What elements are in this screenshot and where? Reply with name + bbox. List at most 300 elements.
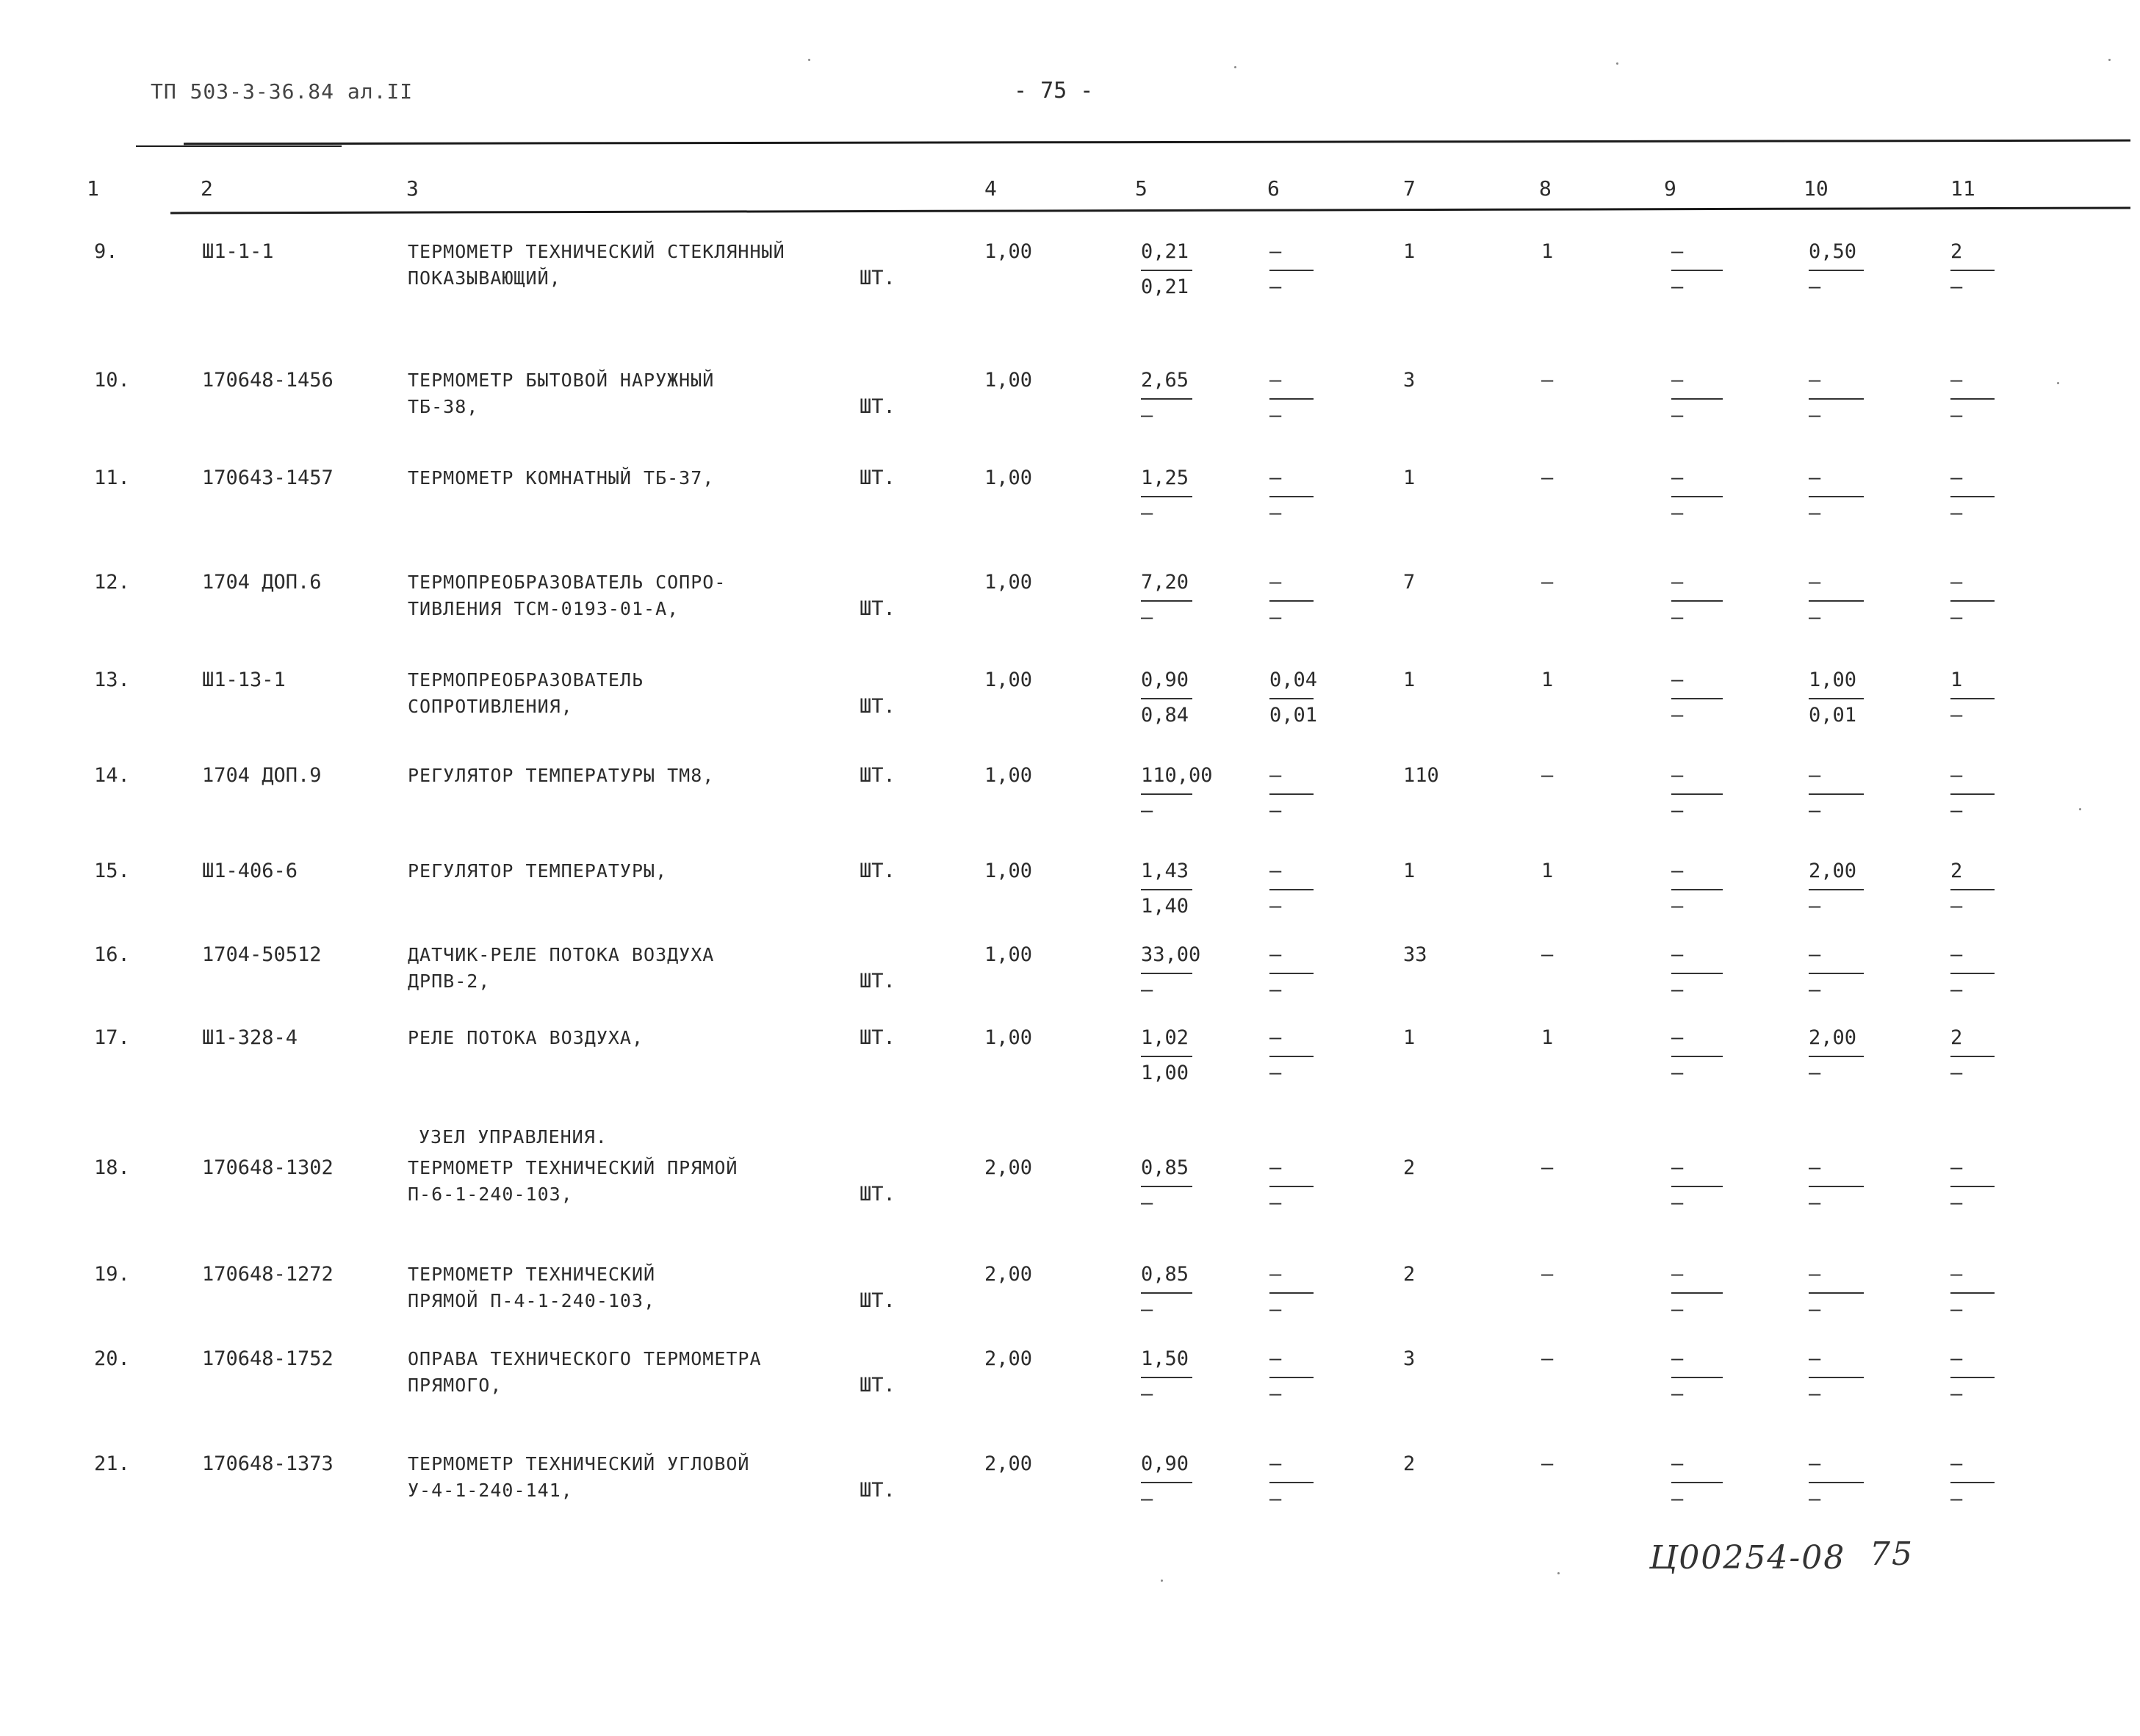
c5-denominator: – — [1141, 799, 1153, 822]
c11-denominator: – — [1950, 1062, 1963, 1084]
item-code: 170648-1373 — [202, 1452, 334, 1475]
item-name-line: ТИВЛЕНИЯ ТСМ-0193-01-А, — [408, 598, 680, 619]
item-code: 170648-1752 — [202, 1347, 334, 1370]
quantity-value: 2,00 — [984, 1452, 1033, 1475]
c9-denominator: – — [1671, 275, 1684, 298]
c10-denominator: – — [1809, 895, 1821, 918]
fraction-rule — [1141, 1377, 1192, 1378]
c9-denominator: – — [1671, 1062, 1684, 1084]
fraction-rule — [1141, 1482, 1192, 1483]
fraction-rule — [1141, 270, 1192, 271]
c9-denominator: – — [1671, 704, 1684, 727]
fraction-rule — [1950, 1377, 1995, 1378]
c6-numerator: – — [1269, 1026, 1282, 1049]
item-name-line: РЕГУЛЯТОР ТЕМПЕРАТУРЫ ТМ8, — [408, 765, 715, 786]
c9-numerator: – — [1671, 764, 1684, 787]
c6-numerator: – — [1269, 369, 1282, 392]
unit-of-measure: ШТ. — [860, 1026, 896, 1049]
c6-denominator: – — [1269, 502, 1282, 525]
c11-numerator: – — [1950, 1156, 1963, 1179]
scan-speck — [2108, 59, 2111, 61]
c10-denominator: – — [1809, 799, 1821, 822]
scan-speck — [2079, 808, 2081, 810]
quantity-value: 2,00 — [984, 1347, 1033, 1370]
c9-numerator: – — [1671, 240, 1684, 263]
unit-of-measure: ШТ. — [860, 1289, 896, 1312]
column-7-value: 2 — [1403, 1156, 1416, 1179]
column-number: 9 — [1664, 176, 1676, 201]
column-number: 7 — [1403, 176, 1416, 201]
c5-denominator: – — [1141, 502, 1153, 525]
c6-numerator: – — [1269, 240, 1282, 263]
c11-denominator: – — [1950, 404, 1963, 427]
fraction-rule — [1809, 270, 1864, 271]
item-code: Ш1-13-1 — [202, 669, 286, 691]
column-number: 6 — [1267, 176, 1280, 201]
quantity-value: 2,00 — [984, 1156, 1033, 1179]
item-code: Ш1-406-6 — [202, 860, 298, 882]
c11-denominator: – — [1950, 606, 1963, 629]
column-7-value: 1 — [1403, 240, 1416, 263]
row-number: 9. — [94, 240, 118, 263]
column-8-value: – — [1541, 1452, 1554, 1475]
c9-denominator: – — [1671, 1383, 1684, 1405]
item-code: Ш1-328-4 — [202, 1026, 298, 1049]
c5-denominator: – — [1141, 1488, 1153, 1510]
fraction-rule — [1269, 1056, 1314, 1057]
row-number: 15. — [94, 860, 130, 882]
c10-denominator: – — [1809, 404, 1821, 427]
fraction-rule — [1269, 398, 1314, 400]
c6-denominator: – — [1269, 895, 1282, 918]
c10-denominator: – — [1809, 1298, 1821, 1321]
c10-numerator: 2,00 — [1809, 1026, 1857, 1049]
fraction-rule — [1141, 973, 1192, 974]
scan-speck — [1616, 62, 1618, 65]
c11-denominator: – — [1950, 895, 1963, 918]
c6-denominator: – — [1269, 275, 1282, 298]
c10-denominator: – — [1809, 979, 1821, 1001]
row-number: 16. — [94, 943, 130, 966]
item-name-line: ПОКАЗЫВАЮЩИЙ, — [408, 267, 561, 289]
column-7-value: 7 — [1403, 571, 1416, 594]
c5-denominator: – — [1141, 1298, 1153, 1321]
c11-numerator: – — [1950, 764, 1963, 787]
c11-denominator: – — [1950, 502, 1963, 525]
header-rule-short — [136, 145, 342, 147]
fraction-rule — [1671, 496, 1723, 497]
unit-of-measure: ШТ. — [860, 467, 896, 489]
c11-numerator: – — [1950, 943, 1963, 966]
unit-of-measure: ШТ. — [860, 1479, 896, 1502]
fraction-rule — [1809, 1377, 1864, 1378]
fraction-rule — [1269, 600, 1314, 602]
fraction-rule — [1141, 398, 1192, 400]
column-8-value: 1 — [1541, 669, 1554, 691]
quantity-value: 1,00 — [984, 764, 1033, 787]
fraction-rule — [1141, 1056, 1192, 1057]
c9-denominator: – — [1671, 799, 1684, 822]
c10-numerator: – — [1809, 467, 1821, 489]
unit-of-measure: ШТ. — [860, 1374, 896, 1397]
c10-numerator: 2,00 — [1809, 860, 1857, 882]
c5-denominator: 1,40 — [1141, 895, 1189, 918]
fraction-rule — [1269, 270, 1314, 271]
fraction-rule — [1671, 600, 1723, 602]
column-number: 10 — [1804, 176, 1829, 201]
item-name-line: РЕЛЕ ПОТОКА ВОЗДУХА, — [408, 1027, 644, 1048]
c5-numerator: 7,20 — [1141, 571, 1189, 594]
unit-of-measure: ШТ. — [860, 395, 896, 418]
c6-denominator: 0,01 — [1269, 704, 1318, 727]
c5-denominator: – — [1141, 404, 1153, 427]
fraction-rule — [1269, 1482, 1314, 1483]
c10-numerator: – — [1809, 1263, 1821, 1286]
item-name-line: ТБ-38, — [408, 396, 479, 417]
c5-numerator: 0,21 — [1141, 240, 1189, 263]
row-number: 17. — [94, 1026, 130, 1049]
fraction-rule — [1950, 496, 1995, 497]
c10-denominator: 0,01 — [1809, 704, 1857, 727]
c10-denominator: – — [1809, 1062, 1821, 1084]
c9-numerator: – — [1671, 1026, 1684, 1049]
item-name-line: ТЕРМОМЕТР ТЕХНИЧЕСКИЙ — [408, 1264, 656, 1285]
unit-of-measure: ШТ. — [860, 860, 896, 882]
unit-of-measure: ШТ. — [860, 695, 896, 718]
column-8-value: – — [1541, 1156, 1554, 1179]
fraction-rule — [1141, 793, 1192, 795]
column-8-value: – — [1541, 571, 1554, 594]
fraction-rule — [1809, 698, 1864, 699]
quantity-value: 1,00 — [984, 571, 1033, 594]
column-7-value: 3 — [1403, 1347, 1416, 1370]
c6-denominator: – — [1269, 606, 1282, 629]
item-name-line: ДАТЧИК-РЕЛЕ ПОТОКА ВОЗДУХА — [408, 944, 715, 965]
c9-numerator: – — [1671, 369, 1684, 392]
fraction-rule — [1671, 1186, 1723, 1187]
quantity-value: 1,00 — [984, 943, 1033, 966]
fraction-rule — [1671, 1482, 1723, 1483]
fraction-rule — [1950, 793, 1995, 795]
c11-numerator: – — [1950, 467, 1963, 489]
c10-denominator: – — [1809, 606, 1821, 629]
item-name-line: ТЕРМОПРЕОБРАЗОВАТЕЛЬ СОПРО- — [408, 572, 727, 593]
fraction-rule — [1671, 270, 1723, 271]
document-code: ТП 503-3-36.84 ал.II — [151, 79, 414, 104]
item-name-line: ТЕРМОМЕТР КОМНАТНЫЙ ТБ-37, — [408, 467, 715, 489]
item-code: 170648-1456 — [202, 369, 334, 392]
fraction-rule — [1141, 698, 1192, 699]
c5-numerator: 1,25 — [1141, 467, 1189, 489]
c5-denominator: 0,84 — [1141, 704, 1189, 727]
c11-numerator: 1 — [1950, 669, 1963, 691]
c6-numerator: – — [1269, 764, 1282, 787]
item-name-line: СОПРОТИВЛЕНИЯ, — [408, 696, 573, 717]
c9-denominator: – — [1671, 606, 1684, 629]
c6-denominator: – — [1269, 404, 1282, 427]
c5-denominator: 1,00 — [1141, 1062, 1189, 1084]
c5-numerator: 1,50 — [1141, 1347, 1189, 1370]
c11-denominator: – — [1950, 275, 1963, 298]
fraction-rule — [1809, 1482, 1864, 1483]
fraction-rule — [1671, 698, 1723, 699]
fraction-rule — [1269, 698, 1314, 699]
fraction-rule — [1671, 889, 1723, 890]
fraction-rule — [1950, 1056, 1995, 1057]
c5-numerator: 110,00 — [1141, 764, 1213, 787]
fraction-rule — [1950, 698, 1995, 699]
fraction-rule — [1950, 973, 1995, 974]
fraction-rule — [1141, 496, 1192, 497]
c6-numerator: – — [1269, 943, 1282, 966]
fraction-rule — [1809, 889, 1864, 890]
row-number: 11. — [94, 467, 130, 489]
quantity-value: 1,00 — [984, 1026, 1033, 1049]
unit-of-measure: ШТ. — [860, 764, 896, 787]
fraction-rule — [1269, 973, 1314, 974]
c10-numerator: – — [1809, 571, 1821, 594]
c10-numerator: – — [1809, 369, 1821, 392]
fraction-rule — [1671, 1377, 1723, 1378]
item-name-line: ДРПВ-2, — [408, 970, 491, 992]
fraction-rule — [1671, 1292, 1723, 1294]
fraction-rule — [1809, 1056, 1864, 1057]
c9-denominator: – — [1671, 1298, 1684, 1321]
c6-numerator: 0,04 — [1269, 669, 1318, 691]
page-number: - 75 - — [1014, 78, 1094, 104]
c5-numerator: 1,43 — [1141, 860, 1189, 882]
fraction-rule — [1950, 398, 1995, 400]
c9-numerator: – — [1671, 571, 1684, 594]
column-7-value: 1 — [1403, 669, 1416, 691]
fraction-rule — [1141, 600, 1192, 602]
c6-numerator: – — [1269, 1263, 1282, 1286]
fraction-rule — [1809, 398, 1864, 400]
fraction-rule — [1671, 973, 1723, 974]
item-code: 1704 ДОП.9 — [202, 764, 322, 787]
c9-numerator: – — [1671, 467, 1684, 489]
column-7-value: 33 — [1403, 943, 1427, 966]
fraction-rule — [1141, 1292, 1192, 1294]
item-name-line: ТЕРМОПРЕОБРАЗОВАТЕЛЬ — [408, 669, 644, 691]
c6-numerator: – — [1269, 1347, 1282, 1370]
fraction-rule — [1269, 793, 1314, 795]
fraction-rule — [1950, 1292, 1995, 1294]
handwritten-page-number: 75 — [1870, 1535, 1914, 1573]
quantity-value: 1,00 — [984, 669, 1033, 691]
fraction-rule — [1809, 496, 1864, 497]
column-7-value: 1 — [1403, 1026, 1416, 1049]
scan-speck — [1161, 1580, 1163, 1582]
item-code: 1704-50512 — [202, 943, 322, 966]
column-8-value: – — [1541, 1347, 1554, 1370]
fraction-rule — [1809, 1186, 1864, 1187]
item-name-line: ПРЯМОЙ П-4-1-240-103, — [408, 1290, 656, 1311]
column-8-value: 1 — [1541, 860, 1554, 882]
quantity-value: 1,00 — [984, 369, 1033, 392]
row-number: 13. — [94, 669, 130, 691]
c11-numerator: 2 — [1950, 1026, 1963, 1049]
c11-denominator: – — [1950, 1192, 1963, 1214]
c10-numerator: – — [1809, 764, 1821, 787]
column-8-value: – — [1541, 1263, 1554, 1286]
column-number: 4 — [984, 176, 997, 201]
column-number: 8 — [1539, 176, 1552, 201]
column-8-value: 1 — [1541, 240, 1554, 263]
c6-denominator: – — [1269, 1488, 1282, 1510]
c11-numerator: – — [1950, 1347, 1963, 1370]
c11-numerator: 2 — [1950, 860, 1963, 882]
c11-numerator: 2 — [1950, 240, 1963, 263]
column-7-value: 1 — [1403, 860, 1416, 882]
column-8-value: 1 — [1541, 1026, 1554, 1049]
c5-numerator: 0,85 — [1141, 1263, 1189, 1286]
fraction-rule — [1950, 270, 1995, 271]
fraction-rule — [1269, 889, 1314, 890]
scan-speck — [1557, 1572, 1560, 1574]
row-number: 21. — [94, 1452, 130, 1475]
item-code: 170648-1302 — [202, 1156, 334, 1179]
item-code: 170648-1272 — [202, 1263, 334, 1286]
c10-numerator: 1,00 — [1809, 669, 1857, 691]
c6-numerator: – — [1269, 571, 1282, 594]
row-number: 10. — [94, 369, 130, 392]
c6-denominator: – — [1269, 979, 1282, 1001]
c5-denominator: – — [1141, 1383, 1153, 1405]
column-8-value: – — [1541, 369, 1554, 392]
row-number: 19. — [94, 1263, 130, 1286]
fraction-rule — [1950, 600, 1995, 602]
c11-numerator: – — [1950, 571, 1963, 594]
unit-of-measure: ШТ. — [860, 970, 896, 993]
scan-speck — [808, 59, 810, 61]
unit-of-measure: ШТ. — [860, 1183, 896, 1206]
fraction-rule — [1269, 1377, 1314, 1378]
item-name-line: ТЕРМОМЕТР ТЕХНИЧЕСКИЙ ПРЯМОЙ — [408, 1157, 738, 1178]
column-8-value: – — [1541, 764, 1554, 787]
c6-numerator: – — [1269, 467, 1282, 489]
c9-numerator: – — [1671, 1156, 1684, 1179]
item-code: 170643-1457 — [202, 467, 334, 489]
c6-numerator: – — [1269, 1452, 1282, 1475]
c9-numerator: – — [1671, 943, 1684, 966]
c11-numerator: – — [1950, 369, 1963, 392]
item-code: 1704 ДОП.6 — [202, 571, 322, 594]
c6-denominator: – — [1269, 1062, 1282, 1084]
column-7-value: 2 — [1403, 1263, 1416, 1286]
c6-denominator: – — [1269, 1298, 1282, 1321]
scan-speck — [1234, 66, 1236, 68]
c11-denominator: – — [1950, 979, 1963, 1001]
column-7-value: 2 — [1403, 1452, 1416, 1475]
item-name-line: ОПРАВА ТЕХНИЧЕСКОГО ТЕРМОМЕТРА — [408, 1348, 762, 1369]
section-label: УЗЕЛ УПРАВЛЕНИЯ. — [419, 1126, 608, 1148]
header-rule-top — [184, 140, 2130, 145]
item-name-line: У-4-1-240-141, — [408, 1480, 573, 1501]
c10-numerator: 0,50 — [1809, 240, 1857, 263]
c10-denominator: – — [1809, 502, 1821, 525]
quantity-value: 1,00 — [984, 467, 1033, 489]
c10-denominator: – — [1809, 1192, 1821, 1214]
unit-of-measure: ШТ. — [860, 267, 896, 289]
column-8-value: – — [1541, 943, 1554, 966]
handwritten-archive-code: Ц00254-08 — [1649, 1539, 1846, 1577]
item-name-line: ТЕРМОМЕТР ТЕХНИЧЕСКИЙ СТЕКЛЯННЫЙ — [408, 241, 785, 262]
c9-numerator: – — [1671, 669, 1684, 691]
c9-denominator: – — [1671, 979, 1684, 1001]
row-number: 20. — [94, 1347, 130, 1370]
c10-numerator: – — [1809, 943, 1821, 966]
row-number: 12. — [94, 571, 130, 594]
fraction-rule — [1809, 1292, 1864, 1294]
c11-denominator: – — [1950, 1488, 1963, 1510]
c9-denominator: – — [1671, 1488, 1684, 1510]
c11-numerator: – — [1950, 1452, 1963, 1475]
item-code: Ш1-1-1 — [202, 240, 274, 263]
column-7-value: 110 — [1403, 764, 1439, 787]
c10-numerator: – — [1809, 1347, 1821, 1370]
column-7-value: 3 — [1403, 369, 1416, 392]
column-8-value: – — [1541, 467, 1554, 489]
c10-denominator: – — [1809, 275, 1821, 298]
c6-numerator: – — [1269, 860, 1282, 882]
fraction-rule — [1671, 1056, 1723, 1057]
c10-numerator: – — [1809, 1452, 1821, 1475]
item-name-line: П-6-1-240-103, — [408, 1184, 573, 1205]
quantity-value: 2,00 — [984, 1263, 1033, 1286]
c9-numerator: – — [1671, 1452, 1684, 1475]
fraction-rule — [1671, 793, 1723, 795]
c11-denominator: – — [1950, 1383, 1963, 1405]
c5-numerator: 33,00 — [1141, 943, 1201, 966]
quantity-value: 1,00 — [984, 860, 1033, 882]
c6-denominator: – — [1269, 1192, 1282, 1214]
c11-denominator: – — [1950, 799, 1963, 822]
fraction-rule — [1950, 1482, 1995, 1483]
c5-denominator: – — [1141, 606, 1153, 629]
fraction-rule — [1141, 889, 1192, 890]
fraction-rule — [1950, 889, 1995, 890]
c5-numerator: 0,90 — [1141, 1452, 1189, 1475]
fraction-rule — [1671, 398, 1723, 400]
c5-denominator: – — [1141, 1192, 1153, 1214]
fraction-rule — [1141, 1186, 1192, 1187]
item-name-line: ТЕРМОМЕТР ТЕХНИЧЕСКИЙ УГЛОВОЙ — [408, 1453, 750, 1474]
item-name-line: ПРЯМОГО, — [408, 1375, 502, 1396]
c10-denominator: – — [1809, 1488, 1821, 1510]
c6-numerator: – — [1269, 1156, 1282, 1179]
c6-denominator: – — [1269, 799, 1282, 822]
c5-numerator: 2,65 — [1141, 369, 1189, 392]
row-number: 18. — [94, 1156, 130, 1179]
c9-numerator: – — [1671, 860, 1684, 882]
fraction-rule — [1809, 600, 1864, 602]
fraction-rule — [1950, 1186, 1995, 1187]
c9-numerator: – — [1671, 1263, 1684, 1286]
row-number: 14. — [94, 764, 130, 787]
fraction-rule — [1809, 973, 1864, 974]
fraction-rule — [1269, 1186, 1314, 1187]
c10-denominator: – — [1809, 1383, 1821, 1405]
column-number: 2 — [201, 176, 213, 201]
c5-numerator: 1,02 — [1141, 1026, 1189, 1049]
column-number: 5 — [1135, 176, 1148, 201]
fraction-rule — [1269, 1292, 1314, 1294]
quantity-value: 1,00 — [984, 240, 1033, 263]
column-7-value: 1 — [1403, 467, 1416, 489]
fraction-rule — [1809, 793, 1864, 795]
unit-of-measure: ШТ. — [860, 597, 896, 620]
